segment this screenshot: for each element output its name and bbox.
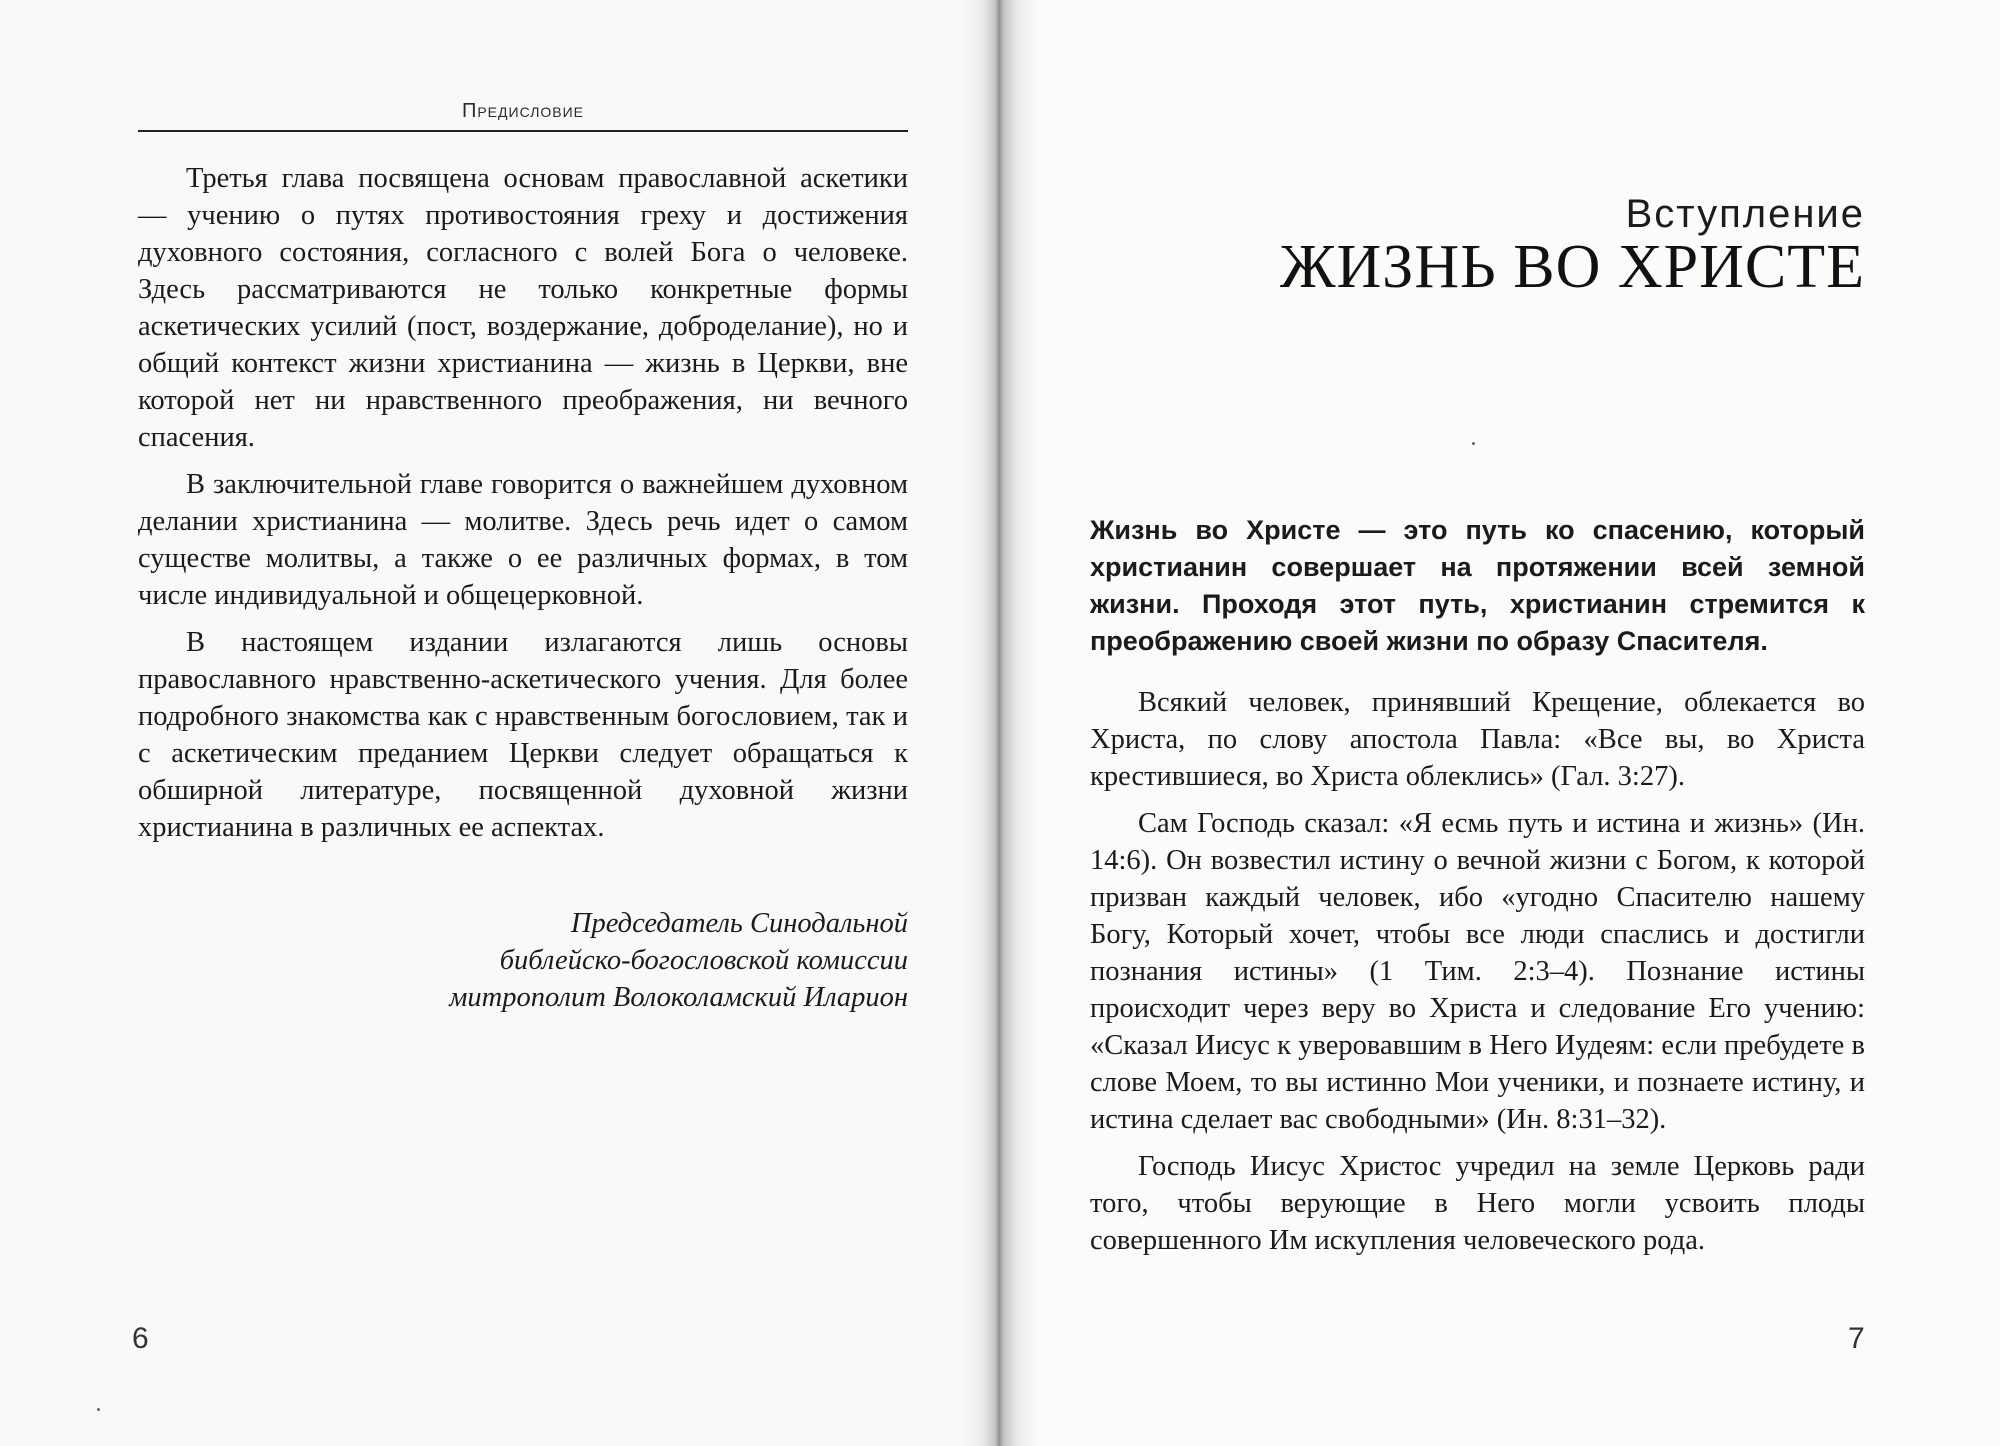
chapter-title: ЖИЗНЬ ВО ХРИСТЕ: [1279, 233, 1865, 301]
paragraph: В настоящем издании излагаются лишь основы православного нравственно-аскетического учения. Для более подробного знакомства как с нравственным богословием, так и с аскетическим преданием Церкви следует обращаться к обширной литературе, посвященной духовной жизни христианина в различных ее аспектах.: [138, 627, 908, 843]
paragraph: Третья глава посвящена основам православной аскетики — учению о путях противостояния греху и достижения духовного состояния, согласного с волей Бога о человеке. Здесь рассматриваются не только конкретные формы аскетических усилий (пост, воздержание, доброделание), но и общий контекст жизни христианина — жизнь в Церкви, вне которой нет ни нравственного преображения, ни вечного спасения.: [138, 163, 908, 453]
running-head: Предисловие: [461, 100, 585, 122]
signature-line: библейско-богословской комиссии: [499, 945, 908, 976]
paper-speck: [1472, 442, 1475, 445]
paper-speck: [97, 1408, 100, 1411]
paragraph: Всякий человек, принявший Крещение, облекается во Христа, по слову апостола Павла: «Все вы, во Христа крестившиеся, во Христа облеклись» (Гал. 3:27).: [1090, 687, 1865, 792]
paragraph: Господь Иисус Христос учредил на земле Церковь ради того, чтобы верующие в Него могли усвоить плоды совершенного Им искупления человеческого рода.: [1090, 1151, 1865, 1256]
paragraph: Сам Господь сказал: «Я есмь путь и истина и жизнь» (Ин. 14:6). Он возвестил истину о вечной жизни с Богом, к которой призван каждый человек, ибо «угодно Спасителю нашему Богу, Который хочет, чтобы все люди спаслись и достигли познания истины» (1 Тим. 2:3–4). Познание истины происходит через веру во Христа и следование Его учению: «Сказал Иисус к уверовавшим в Него Иудеям: если пребудете в слове Моем, то вы истинно Мои ученики, и познаете истину, и истина сделает вас свободными» (Ин. 8:31–32).: [1090, 808, 1865, 1135]
page-number: 6: [132, 1322, 149, 1355]
signature-line: Председатель Синодальной: [570, 908, 908, 939]
book-gutter: [960, 0, 1040, 1446]
header-rule: [138, 130, 908, 132]
left-body-text: [138, 160, 908, 846]
chapter-label: Вступление: [1625, 192, 1865, 236]
paragraph: В заключительной главе говорится о важнейшем духовном делании христианина — молитве. Здесь речь идет о самом существе молитвы, а также о ее различных формах, в том числе индивидуальной и общецерковной.: [138, 469, 908, 611]
page-number: 7: [1848, 1322, 1865, 1355]
right-body-text: [1090, 684, 1865, 1259]
signature-block: [138, 905, 908, 1016]
signature-line: митрополит Волоколамский Иларион: [449, 982, 908, 1013]
lead-paragraph: Жизнь во Христе — это путь ко спасению, который христианин совершает на протяжении всей земной жизни. Проходя этот путь, христианин стремится к преображению своей жизни по образу Спасителя.: [1090, 515, 1865, 656]
show-through-texture: [138, 1000, 908, 1260]
